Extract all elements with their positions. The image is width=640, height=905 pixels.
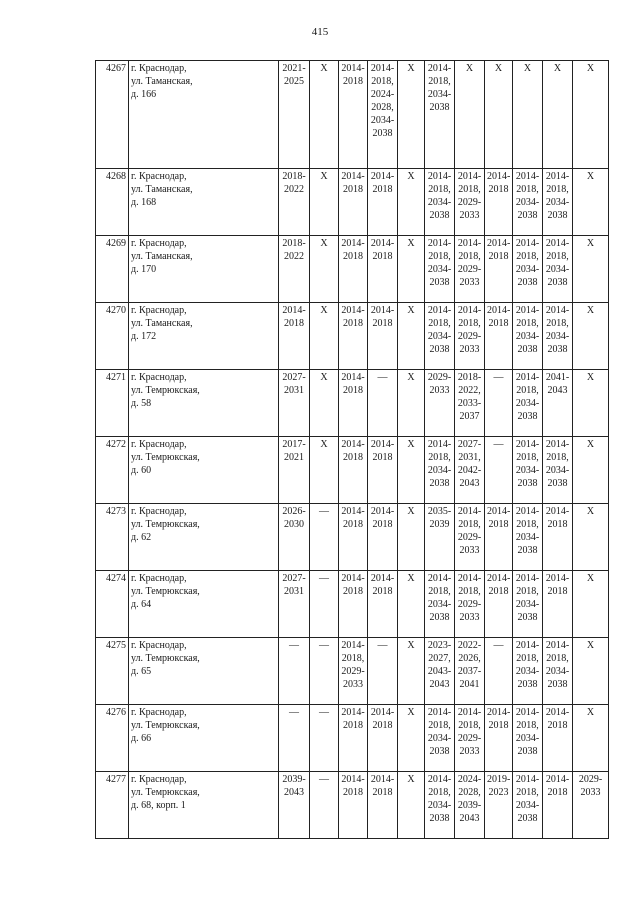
period-cell: 2014- 2018, 2029- 2033 <box>455 303 485 370</box>
period-cell: 2014- 2018 <box>368 303 398 370</box>
period-cell: 2014- 2018 <box>485 303 513 370</box>
period-cell: 2014- 2018, 2029- 2033 <box>455 571 485 638</box>
period-cell: X <box>573 61 609 169</box>
address-line: ул. Темрюкская, <box>131 586 200 597</box>
period-cell: 2014- 2018 <box>339 571 368 638</box>
period-cell: 2014- 2018, 2029- 2033 <box>339 638 368 705</box>
period-cell: X <box>310 169 339 236</box>
period-cell: 2023- 2027, 2043- 2043 <box>425 638 455 705</box>
period-cell: 2022- 2026, 2037- 2041 <box>455 638 485 705</box>
address-line: г. Краснодар, <box>131 573 187 584</box>
address-line: д. 166 <box>131 89 157 100</box>
address-line: д. 62 <box>131 532 152 543</box>
period-cell: X <box>398 303 425 370</box>
address-line: д. 68, корп. 1 <box>131 800 186 811</box>
address-line: д. 64 <box>131 599 152 610</box>
table-row <box>96 169 609 236</box>
table-row <box>96 61 609 169</box>
table-row <box>96 303 609 370</box>
address-line: д. 172 <box>131 331 157 342</box>
period-cell: 2029- 2033 <box>425 370 455 437</box>
address-cell <box>129 571 279 638</box>
row-number: 4277 <box>96 772 129 839</box>
table-row <box>96 571 609 638</box>
period-cell: X <box>573 303 609 370</box>
period-cell: 2014- 2018, 2034- 2038 <box>543 638 573 705</box>
period-cell: 2014- 2018, 2034- 2038 <box>425 772 455 839</box>
address-cell <box>129 705 279 772</box>
period-cell: 2014- 2018 <box>485 236 513 303</box>
period-cell: 2014- 2018 <box>339 61 368 169</box>
period-cell: 2019- 2023 <box>485 772 513 839</box>
period-cell: 2027- 2031, 2042- 2043 <box>455 437 485 504</box>
period-cell: X <box>543 61 573 169</box>
address-line: ул. Темрюкская, <box>131 720 200 731</box>
register-table-body <box>96 61 609 839</box>
period-cell: 2014- 2018, 2034- 2038 <box>513 303 543 370</box>
period-cell: X <box>513 61 543 169</box>
period-cell: 2014- 2018, 2034- 2038 <box>513 169 543 236</box>
period-cell: 2014- 2018, 2034- 2038 <box>513 638 543 705</box>
period-cell: 2014- 2018 <box>339 437 368 504</box>
period-cell: X <box>398 437 425 504</box>
period-cell: 2026- 2030 <box>279 504 310 571</box>
period-cell: 2041- 2043 <box>543 370 573 437</box>
address-line: ул. Темрюкская, <box>131 519 200 530</box>
address-cell <box>129 504 279 571</box>
period-cell: 2014- 2018, 2034- 2038 <box>543 437 573 504</box>
period-cell: 2014- 2018, 2034- 2038 <box>543 236 573 303</box>
period-cell: 2014- 2018 <box>543 504 573 571</box>
address-line: д. 60 <box>131 465 152 476</box>
address-line: г. Краснодар, <box>131 640 187 651</box>
period-cell: 2014- 2018 <box>368 772 398 839</box>
period-cell: X <box>398 504 425 571</box>
period-cell: 2014- 2018 <box>485 705 513 772</box>
period-cell: X <box>310 303 339 370</box>
table-row <box>96 504 609 571</box>
row-number: 4269 <box>96 236 129 303</box>
period-cell: X <box>573 236 609 303</box>
address-line: г. Краснодар, <box>131 707 187 718</box>
address-line: г. Краснодар, <box>131 774 187 785</box>
period-cell: 2014- 2018 <box>339 370 368 437</box>
address-line: д. 65 <box>131 666 152 677</box>
period-cell: 2014- 2018 <box>339 236 368 303</box>
period-cell: — <box>310 638 339 705</box>
period-cell: 2014- 2018, 2034- 2038 <box>543 169 573 236</box>
period-cell: 2014- 2018, 2034- 2038 <box>513 772 543 839</box>
address-cell <box>129 437 279 504</box>
period-cell: X <box>573 437 609 504</box>
period-cell: 2014- 2018, 2034- 2038 <box>425 705 455 772</box>
period-cell: 2014- 2018, 2034- 2038 <box>425 236 455 303</box>
address-cell <box>129 638 279 705</box>
period-cell: — <box>368 638 398 705</box>
table-row <box>96 705 609 772</box>
period-cell: 2014- 2018, 2034- 2038 <box>425 571 455 638</box>
table-row <box>96 437 609 504</box>
period-cell: X <box>310 437 339 504</box>
page-number: 415 <box>311 26 329 38</box>
period-cell: 2014- 2018 <box>368 571 398 638</box>
period-cell: X <box>398 772 425 839</box>
period-cell: 2014- 2018 <box>368 437 398 504</box>
period-cell: X <box>398 61 425 169</box>
period-cell: 2014- 2018, 2029- 2033 <box>455 236 485 303</box>
row-number: 4275 <box>96 638 129 705</box>
period-cell: 2014- 2018 <box>368 169 398 236</box>
period-cell: 2014- 2018, 2029- 2033 <box>455 504 485 571</box>
period-cell: X <box>573 571 609 638</box>
period-cell: 2014- 2018, 2034- 2038 <box>513 504 543 571</box>
period-cell: 2014- 2018 <box>339 303 368 370</box>
row-number: 4267 <box>96 61 129 169</box>
address-line: ул. Темрюкская, <box>131 787 200 798</box>
period-cell: 2014- 2018, 2034- 2038 <box>425 437 455 504</box>
period-cell: 2014- 2018, 2034- 2038 <box>425 169 455 236</box>
period-cell: 2014- 2018, 2034- 2038 <box>513 705 543 772</box>
period-cell: — <box>485 370 513 437</box>
address-line: г. Краснодар, <box>131 305 187 316</box>
period-cell: — <box>310 772 339 839</box>
period-cell: 2014- 2018, 2034- 2038 <box>425 61 455 169</box>
address-cell <box>129 370 279 437</box>
period-cell: X <box>398 571 425 638</box>
period-cell: 2014- 2018, 2034- 2038 <box>513 437 543 504</box>
period-cell: 2017- 2021 <box>279 437 310 504</box>
period-cell: 2014- 2018, 2034- 2038 <box>513 236 543 303</box>
period-cell: X <box>455 61 485 169</box>
address-line: д. 58 <box>131 398 152 409</box>
address-line: ул. Темрюкская, <box>131 385 200 396</box>
period-cell: — <box>310 504 339 571</box>
address-line: ул. Таманская, <box>131 184 193 195</box>
period-cell: 2029- 2033 <box>573 772 609 839</box>
period-cell: 2014- 2018, 2029- 2033 <box>455 705 485 772</box>
address-line: г. Краснодар, <box>131 171 187 182</box>
period-cell: 2035- 2039 <box>425 504 455 571</box>
period-cell: 2018- 2022, 2033- 2037 <box>455 370 485 437</box>
period-cell: 2014- 2018 <box>485 504 513 571</box>
period-cell: 2014- 2018, 2034- 2038 <box>425 303 455 370</box>
period-cell: 2039- 2043 <box>279 772 310 839</box>
table-row <box>96 236 609 303</box>
row-number: 4271 <box>96 370 129 437</box>
period-cell: 2014- 2018 <box>543 772 573 839</box>
period-cell: 2014- 2018 <box>485 169 513 236</box>
address-line: д. 168 <box>131 197 157 208</box>
period-cell: 2014- 2018 <box>339 169 368 236</box>
row-number: 4270 <box>96 303 129 370</box>
table-row <box>96 638 609 705</box>
period-cell: X <box>310 61 339 169</box>
address-line: д. 66 <box>131 733 152 744</box>
address-line: г. Краснодар, <box>131 439 187 450</box>
period-cell: 2014- 2018 <box>339 772 368 839</box>
period-cell: X <box>573 705 609 772</box>
period-cell: 2014- 2018 <box>485 571 513 638</box>
period-cell: — <box>485 437 513 504</box>
period-cell: 2014- 2018, 2034- 2038 <box>543 303 573 370</box>
period-cell: 2021- 2025 <box>279 61 310 169</box>
period-cell: X <box>310 370 339 437</box>
period-cell: X <box>573 169 609 236</box>
register-table <box>95 60 609 839</box>
period-cell: — <box>310 705 339 772</box>
period-cell: — <box>368 370 398 437</box>
period-cell: — <box>279 705 310 772</box>
period-cell: X <box>398 236 425 303</box>
period-cell: 2024- 2028, 2039- 2043 <box>455 772 485 839</box>
address-cell <box>129 303 279 370</box>
row-number: 4273 <box>96 504 129 571</box>
period-cell: 2027- 2031 <box>279 571 310 638</box>
address-cell <box>129 236 279 303</box>
period-cell: X <box>398 705 425 772</box>
address-line: ул. Таманская, <box>131 76 193 87</box>
period-cell: X <box>398 370 425 437</box>
period-cell: 2014- 2018 <box>368 236 398 303</box>
address-line: ул. Таманская, <box>131 318 193 329</box>
row-number: 4272 <box>96 437 129 504</box>
period-cell: 2014- 2018 <box>368 504 398 571</box>
address-line: ул. Таманская, <box>131 251 193 262</box>
period-cell: 2014- 2018 <box>543 571 573 638</box>
period-cell: 2018- 2022 <box>279 236 310 303</box>
row-number: 4268 <box>96 169 129 236</box>
address-line: д. 170 <box>131 264 157 275</box>
row-number: 4274 <box>96 571 129 638</box>
period-cell: X <box>573 504 609 571</box>
address-line: г. Краснодар, <box>131 506 187 517</box>
period-cell: 2014- 2018 <box>339 504 368 571</box>
period-cell: X <box>398 169 425 236</box>
address-line: ул. Темрюкская, <box>131 653 200 664</box>
period-cell: 2014- 2018 <box>368 705 398 772</box>
table-row <box>96 370 609 437</box>
address-line: ул. Темрюкская, <box>131 452 200 463</box>
period-cell: X <box>573 370 609 437</box>
period-cell: 2014- 2018, 2034- 2038 <box>513 571 543 638</box>
period-cell: 2014- 2018 <box>339 705 368 772</box>
period-cell: X <box>398 638 425 705</box>
address-cell <box>129 169 279 236</box>
period-cell: 2014- 2018, 2029- 2033 <box>455 169 485 236</box>
period-cell: — <box>279 638 310 705</box>
period-cell: X <box>310 236 339 303</box>
period-cell: 2014- 2018, 2034- 2038 <box>513 370 543 437</box>
address-line: г. Краснодар, <box>131 63 187 74</box>
address-line: г. Краснодар, <box>131 238 187 249</box>
period-cell: — <box>310 571 339 638</box>
period-cell: X <box>485 61 513 169</box>
period-cell: 2014- 2018, 2024- 2028, 2034- 2038 <box>368 61 398 169</box>
address-cell <box>129 772 279 839</box>
period-cell: X <box>573 638 609 705</box>
row-number: 4276 <box>96 705 129 772</box>
table-row <box>96 772 609 839</box>
period-cell: 2014- 2018 <box>279 303 310 370</box>
period-cell: 2014- 2018 <box>543 705 573 772</box>
period-cell: 2018- 2022 <box>279 169 310 236</box>
period-cell: — <box>485 638 513 705</box>
address-line: г. Краснодар, <box>131 372 187 383</box>
address-cell <box>129 61 279 169</box>
period-cell: 2027- 2031 <box>279 370 310 437</box>
